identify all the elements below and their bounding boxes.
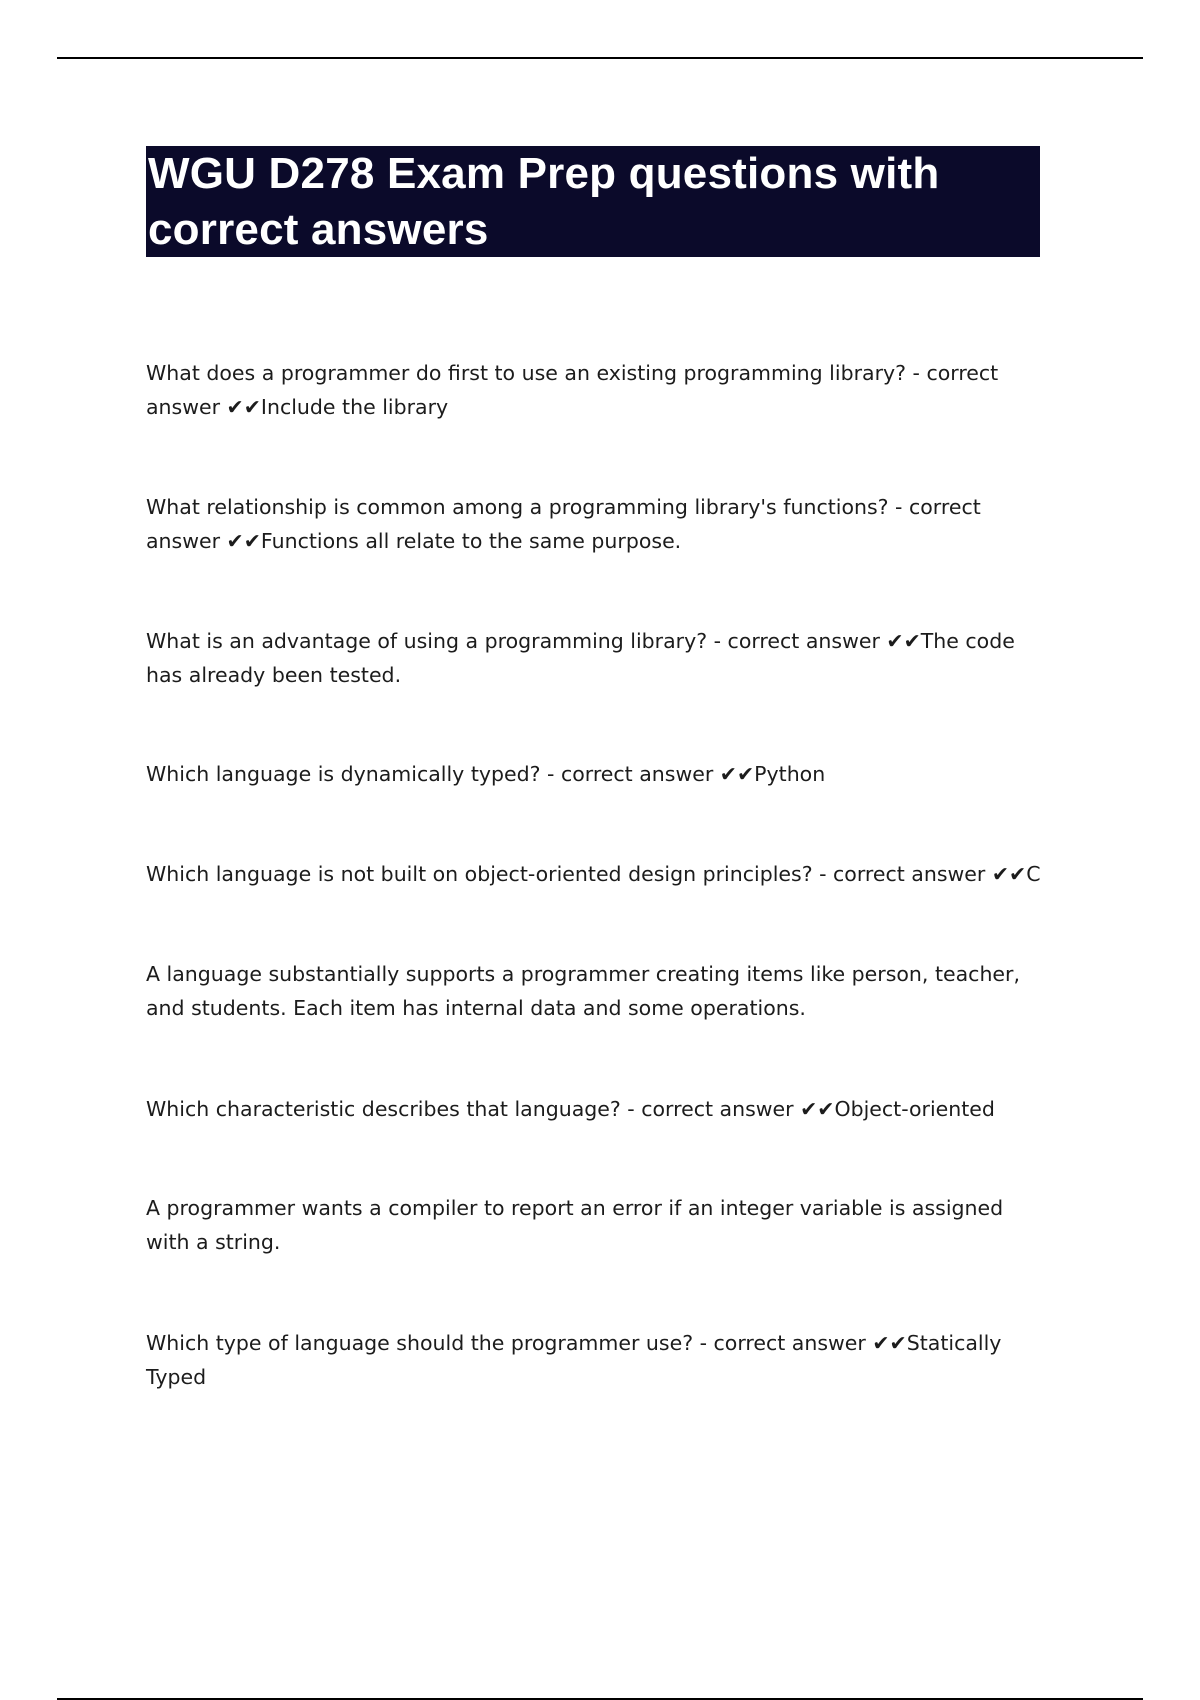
qa-item-9	[146, 1326, 1046, 1394]
question-text: What is an advantage of using a programming library? - correct answer ✔✔	[146, 629, 921, 653]
answer-text: Include the library	[260, 395, 449, 419]
answer-text: The code has already been tested.	[146, 629, 1015, 687]
qa-item-2	[146, 490, 1046, 558]
qa-item-4	[146, 757, 1046, 791]
answer-text: Object-oriented	[834, 1097, 995, 1121]
page-title: WGU D278 Exam Prep questions with correct answers	[148, 149, 940, 254]
qa-item-8	[146, 1191, 1046, 1259]
answer-text: Statically Typed	[146, 1331, 1002, 1389]
answer-text: C	[1026, 862, 1041, 886]
question-text: What relationship is common among a programming library's functions? - correct answer ✔✔	[146, 495, 981, 553]
qa-item-1	[146, 356, 1046, 424]
qa-item-7	[146, 1092, 1046, 1126]
qa-item-5	[146, 857, 1046, 891]
question-text: Which characteristic describes that language? - correct answer ✔✔	[146, 1097, 835, 1121]
top-divider	[57, 57, 1143, 59]
question-text: Which language is dynamically typed? - correct answer ✔✔	[146, 762, 755, 786]
answer-text: Functions all relate to the same purpose.	[260, 529, 682, 553]
answer-text: Python	[754, 762, 826, 786]
question-text: What does a programmer do first to use an existing programming library? - correct answer ✔✔	[146, 361, 999, 419]
question-text: A language substantially supports a programmer creating items like person, teacher, and students. Each item has internal data and some operations.	[146, 962, 1020, 1020]
qa-item-3	[146, 624, 1046, 692]
question-text: A programmer wants a compiler to report an error if an integer variable is assigned with a string.	[146, 1196, 1004, 1254]
question-text: Which language is not built on object-oriented design principles? - correct answer ✔✔	[146, 862, 1027, 886]
title-banner	[146, 146, 1040, 257]
question-text: Which type of language should the programmer use? - correct answer ✔✔	[146, 1331, 907, 1355]
qa-item-6	[146, 957, 1046, 1025]
